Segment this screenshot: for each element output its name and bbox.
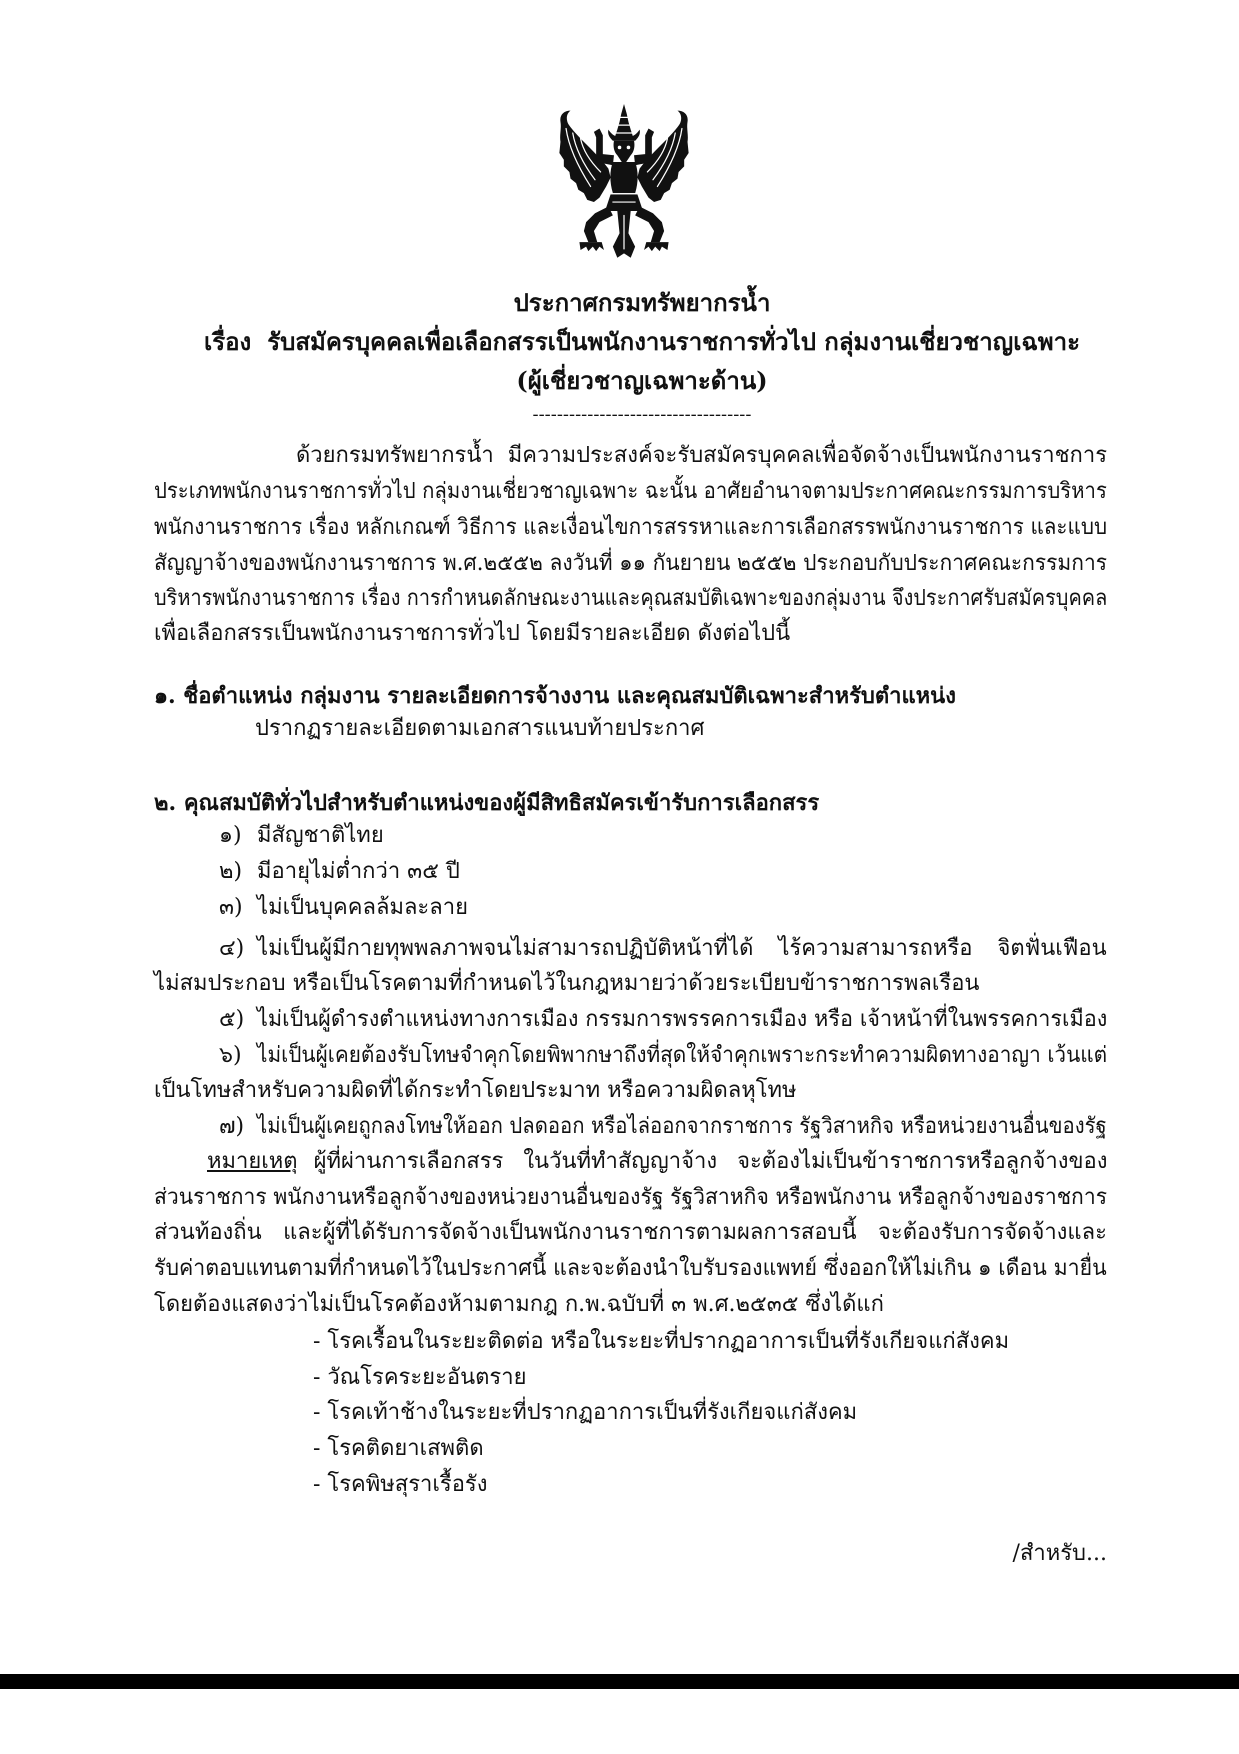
note-text: ผู้ที่ผ่านการเลือกสรร ในวันที่ทำสัญญาจ้าง จะต้องไม่เป็นข้าราชการหรือลูกจ้างของ — [313, 1149, 1108, 1174]
continuation-text: /สำหรับ... — [1012, 1541, 1107, 1566]
title-separator — [154, 397, 1130, 433]
item-number — [219, 854, 255, 890]
item-text-content: ไม่เป็นผู้เคยต้องรับโทษจำคุกโดยพิพากษาถึงที่สุดให้จำคุกเพราะกระทำความผิดทางอาญา เว้นแต่ — [257, 1043, 1108, 1068]
disease-text: - โรคเรื้อนในระยะติดต่อ หรือในระยะที่ปรากฏอาการเป็นที่รังเกียจแก่สังคม — [313, 1329, 1010, 1354]
qualification-item — [219, 818, 1107, 854]
item-number — [219, 818, 255, 854]
announcement-title-text: ประกาศกรมทรัพยากรน้ำ — [513, 288, 771, 317]
announcement-subject-note — [154, 363, 1130, 399]
qualification-item — [219, 1002, 1107, 1038]
item-number — [219, 1038, 255, 1074]
item-text — [257, 1109, 1107, 1145]
qualification-item — [154, 931, 1107, 996]
note-line — [207, 1144, 1107, 1180]
item-continuation — [154, 1073, 1107, 1109]
disease-list-item — [313, 1360, 1107, 1396]
intro-line-text: พนักงานราชการ เรื่อง หลักเกณฑ์ วิธีการ และเงื่อนไขการสรรหาและการเลือกสรรพนักงานราชการ และแบบ — [154, 515, 1108, 540]
intro-line — [154, 616, 1107, 652]
subject-note-text: (ผู้เชี่ยวชาญเฉพาะด้าน) — [516, 366, 768, 395]
qualification-item — [154, 1038, 1108, 1103]
note-line-text: ส่วนราชการ พนักงานหรือลูกจ้างของหน่วยงานอื่นของรัฐ รัฐวิสาหกิจ หรือพนักงาน หรือลูกจ้างของราชการ — [154, 1185, 1108, 1210]
item-number — [219, 1109, 255, 1145]
item-number-text: ๕) — [219, 1007, 245, 1032]
disease-list-item — [313, 1324, 1107, 1360]
note-line — [154, 1215, 1107, 1251]
garuda-emblem-graphic — [557, 104, 691, 260]
separator-dashes: ------------------------------------ — [532, 404, 752, 425]
item-text-content: มีอายุไม่ต่ำกว่า ๓๕ ปี — [257, 859, 460, 884]
intro-line — [154, 474, 1107, 510]
item-number-text: ๖) — [219, 1043, 242, 1068]
disease-text: - โรคติดยาเสพติด — [313, 1436, 484, 1461]
item-number — [219, 1002, 255, 1038]
qualification-item — [219, 854, 1107, 890]
section-1-heading — [154, 678, 1107, 714]
item-text — [257, 1002, 1107, 1038]
note-line — [154, 1251, 1107, 1287]
item-text — [257, 1038, 1107, 1074]
section-1-text — [255, 711, 1107, 747]
item-continuation — [154, 966, 1107, 1002]
item-text — [257, 818, 1107, 854]
section-1-text-content: ปรากฏรายละเอียดตามเอกสารแนบท้ายประกาศ — [255, 716, 705, 741]
disease-list-item — [313, 1467, 1107, 1503]
subject-label: เรื่อง — [204, 327, 252, 356]
announcement-subject-content — [204, 324, 1080, 360]
item-continuation-text: ไม่สมประกอบ หรือเป็นโรคตามที่กำหนดไว้ในกฎหมายว่าด้วยระเบียบข้าราชการพลเรือน — [154, 971, 980, 996]
intro-line — [154, 546, 1107, 582]
announcement-subject — [154, 324, 1130, 360]
note-line-text: รับค่าตอบแทนตามที่กำหนดไว้ในประกาศนี้ และจะต้องนำใบรับรองแพทย์ ซึ่งออกให้ไม่เกิน ๑ เดือน มายื่น — [154, 1256, 1107, 1281]
qualification-item — [219, 890, 1107, 926]
item-text-content: ไม่เป็นผู้ดำรงตำแหน่งทางการเมือง กรรมการพรรคการเมือง หรือ เจ้าหน้าที่ในพรรคการเมือง — [257, 1007, 1108, 1032]
disease-text: - โรคพิษสุราเรื้อรัง — [313, 1472, 488, 1497]
intro-line — [154, 581, 1107, 617]
announcement-title — [154, 285, 1130, 321]
item-number-text: ๒) — [219, 859, 243, 884]
note-line — [154, 1287, 1107, 1323]
intro-line-text: บริหารพนักงานราชการ เรื่อง การกำหนดลักษณะงานและคุณสมบัติเฉพาะของกลุ่มงาน จึงประกาศรับสมัครบุคคล — [154, 586, 1108, 611]
item-text-content: มีสัญชาติไทย — [257, 823, 384, 848]
intro-line-text: ด้วยกรมทรัพยากรน้ำ มีความประสงค์จะรับสมัครบุคคลเพื่อจัดจ้างเป็นพนักงานราชการ — [296, 443, 1108, 468]
item-number-text: ๓) — [219, 895, 243, 920]
item-text — [257, 854, 1107, 890]
item-continuation-text: เป็นโทษสำหรับความผิดที่ได้กระทำโดยประมาท หรือความผิดลหุโทษ — [154, 1078, 797, 1103]
intro-line-text: ประเภทพนักงานราชการทั่วไป กลุ่มงานเชี่ยวชาญเฉพาะ ฉะนั้น อาศัยอำนาจตามประกาศคณะกรรมการบริหาร — [154, 479, 1107, 504]
page-continuation-marker — [950, 1536, 1107, 1572]
section-1-heading-text: ๑. ชื่อตำแหน่ง กลุ่มงาน รายละเอียดการจ้างงาน และคุณสมบัติเฉพาะสำหรับตำแหน่ง — [154, 683, 956, 709]
item-text-content: ไม่เป็นผู้เคยถูกลงโทษให้ออก ปลดออก หรือไล่ออกจากราชการ รัฐวิสาหกิจ หรือหน่วยงานอื่นของรัฐ — [257, 1114, 1107, 1139]
item-text-content: ไม่เป็นบุคคลล้มละลาย — [257, 895, 468, 920]
disease-text: - วัณโรคระยะอันตราย — [313, 1365, 527, 1390]
disease-text: - โรคเท้าช้างในระยะที่ปรากฏอาการเป็นที่รังเกียจแก่สังคม — [313, 1400, 858, 1425]
section-2-heading — [154, 785, 1107, 821]
item-number — [219, 931, 255, 967]
item-text — [257, 890, 1107, 926]
intro-line — [296, 438, 1107, 474]
intro-line-text: สัญญาจ้างของพนักงานราชการ พ.ศ.๒๕๕๒ ลงวันที่ ๑๑ กันยายน ๒๕๕๒ ประกอบกับประกาศคณะกรรมการ — [154, 551, 1108, 576]
note-line — [154, 1180, 1107, 1216]
note-line-text: ส่วนท้องถิ่น และผู้ที่ได้รับการจัดจ้างเป็นพนักงานราชการตามผลการสอบนี้ จะต้องรับการจัดจ้างและ — [154, 1220, 1107, 1245]
note-label: หมายเหตุ — [207, 1149, 298, 1174]
note-line-text: โดยต้องแสดงว่าไม่เป็นโรคต้องห้ามตามกฎ ก.พ.ฉบับที่ ๓ พ.ศ.๒๕๓๕ ซึ่งได้แก่ — [154, 1292, 884, 1317]
subject-text: รับสมัครบุคคลเพื่อเลือกสรรเป็นพนักงานราชการทั่วไป กลุ่มงานเชี่ยวชาญเฉพาะ — [267, 327, 1080, 356]
item-number — [219, 890, 255, 926]
item-number-text: ๗) — [219, 1114, 245, 1139]
intro-line — [154, 510, 1107, 546]
note-line-content — [207, 1144, 1107, 1180]
disease-list-item — [313, 1395, 1107, 1431]
scan-edge-bar — [0, 1674, 1239, 1689]
disease-list-item — [313, 1431, 1107, 1467]
item-number-text: ๑) — [219, 823, 242, 848]
qualification-item — [219, 1109, 1107, 1145]
garuda-emblem — [557, 104, 691, 260]
item-number-text: ๔) — [219, 936, 245, 961]
intro-line-text: เพื่อเลือกสรรเป็นพนักงานราชการทั่วไป โดยมีรายละเอียด ดังต่อไปนี้ — [154, 621, 791, 646]
section-2-heading-text: ๒. คุณสมบัติทั่วไปสำหรับตำแหน่งของผู้มีสิทธิสมัครเข้ารับการเลือกสรร — [154, 790, 820, 816]
item-text — [257, 931, 1107, 967]
item-text-content: ไม่เป็นผู้มีกายทุพพลภาพจนไม่สามารถปฏิบัติหน้าที่ได้ ไร้ความสามารถหรือ จิตฟั่นเฟือน — [257, 936, 1107, 961]
